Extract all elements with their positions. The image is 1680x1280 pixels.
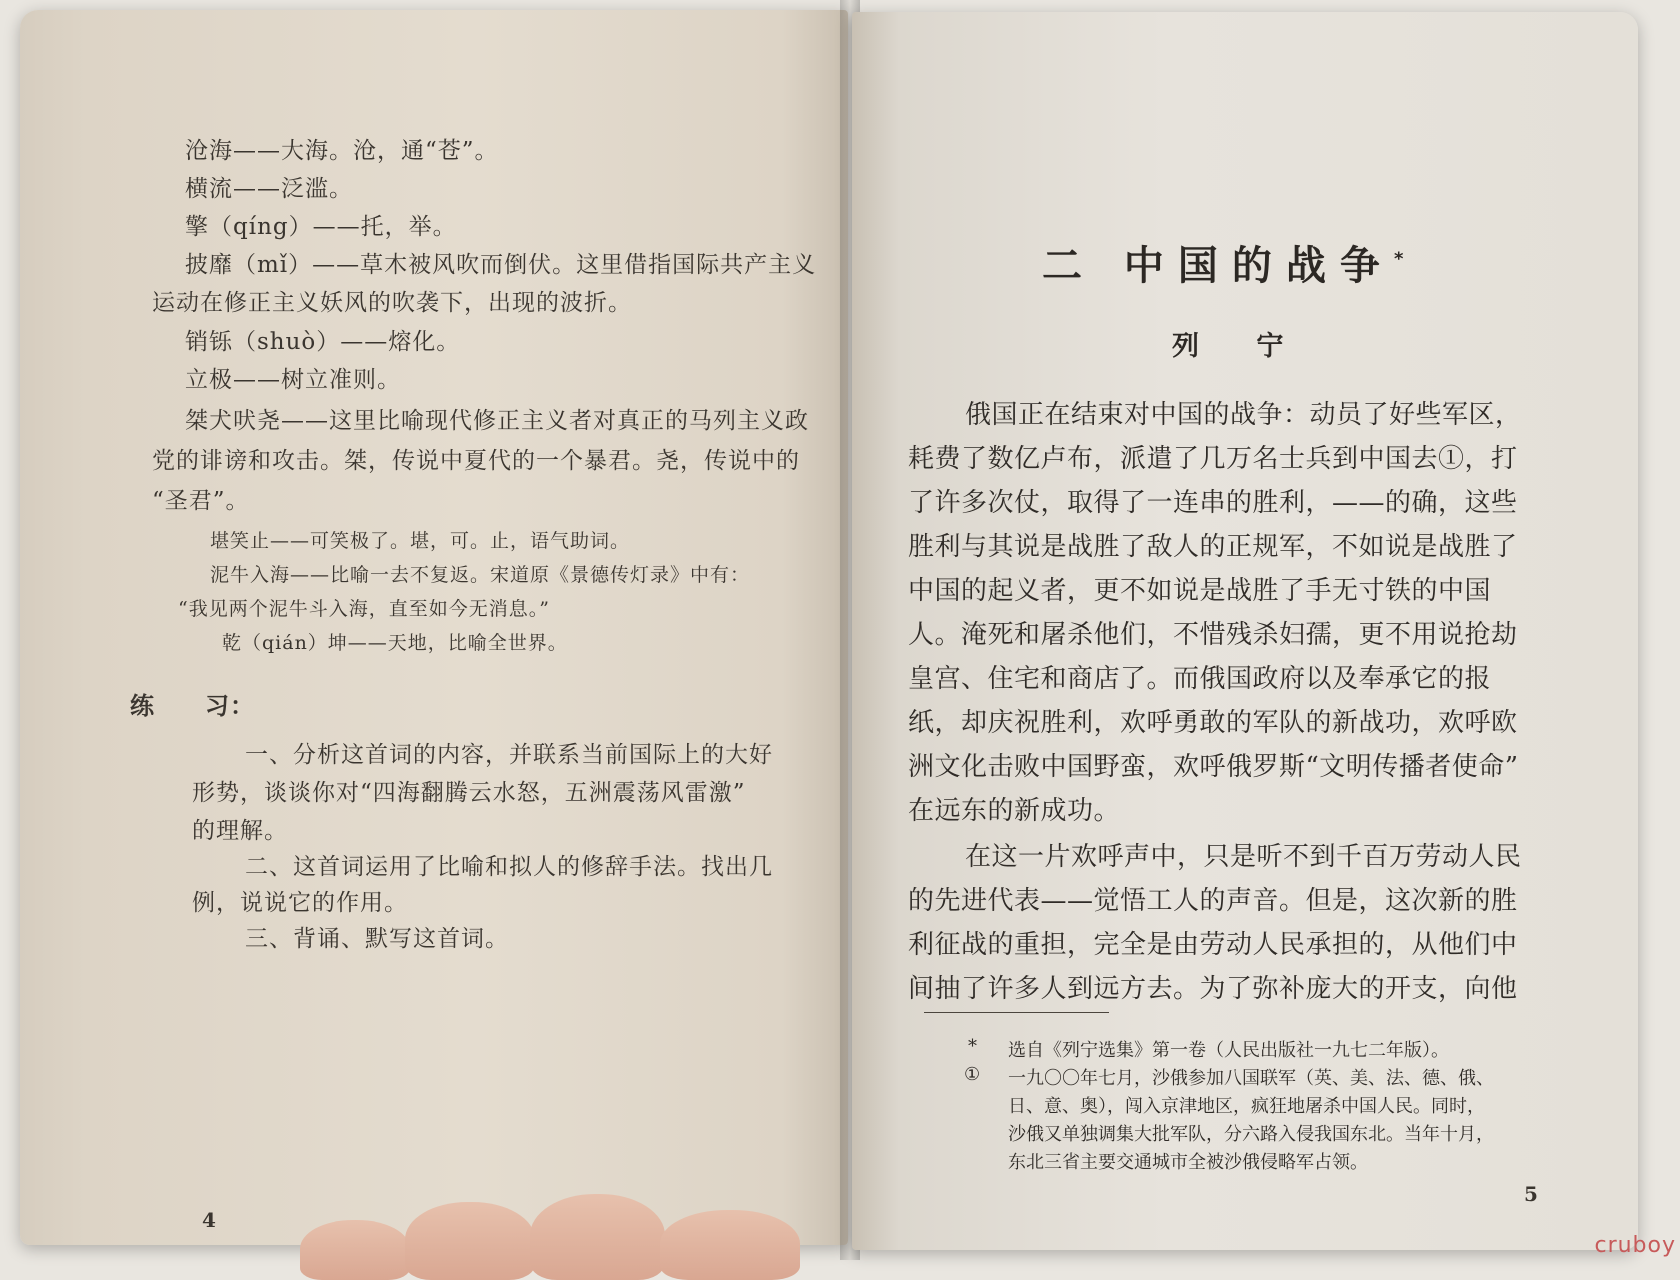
- chapter-title-text: 二 中国的战争: [1042, 243, 1394, 289]
- page-number-left: 4: [202, 1208, 216, 1232]
- title-footnote-mark: *: [1393, 248, 1404, 270]
- body-line: 间抽了许多人到远方去。为了弥补庞大的开支，向他: [908, 974, 1518, 1004]
- footnote-line: 一九〇〇年七月，沙俄参加八国联军（英、美、法、德、俄、: [1008, 1068, 1494, 1089]
- footnote-rule: [924, 1012, 1109, 1013]
- footnote-line: 东北三省主要交通城市全被沙俄侵略军占领。: [1008, 1152, 1368, 1173]
- body-line: 的先进代表——觉悟工人的声音。但是，这次新的胜: [908, 886, 1518, 916]
- footnote-mark: *: [968, 1036, 977, 1057]
- watermark: cruboy: [1594, 1233, 1676, 1258]
- footnote-line: 沙俄又单独调集大批军队，分六路入侵我国东北。当年十月，: [1008, 1124, 1494, 1145]
- finger: [530, 1194, 665, 1280]
- glossary-line: 沧海——大海。沧，通“苍”。: [185, 138, 499, 164]
- glossary-line: 擎（qíng）——托，举。: [185, 214, 457, 240]
- glossary-line: 桀犬吠尧——这里比喻现代修正主义者对真正的马列主义政: [185, 408, 809, 434]
- chapter-title: [1042, 234, 1403, 291]
- body-line: 皇宫、住宅和商店了。而俄国政府以及奉承它的报: [908, 664, 1492, 694]
- footnote-line: 日、意、奥），闯入京津地区，疯狂地屠杀中国人民。同时，: [1008, 1096, 1485, 1117]
- body-line: 在这一片欢呼声中，只是听不到千百万劳动人民: [965, 842, 1522, 872]
- glossary-line: 立极——树立准则。: [185, 367, 401, 393]
- author-name: 列 宁: [1172, 331, 1308, 362]
- holding-fingers: [300, 1178, 820, 1260]
- exercise-line: 例，说说它的作用。: [192, 890, 408, 916]
- glossary-line: 横流——泛滥。: [185, 176, 353, 202]
- exercise-line: 一、分析这首词的内容，并联系当前国际上的大好: [245, 742, 773, 768]
- finger: [405, 1202, 535, 1280]
- body-line: 了许多次仗，取得了一连串的胜利，——的确，这些: [908, 488, 1518, 518]
- footnote-line: 选自《列宁选集》第一卷（人民出版社一九七二年版）。: [1008, 1040, 1449, 1061]
- right-page: [852, 12, 1638, 1250]
- exercise-line: 形势，谈谈你对“四海翻腾云水怒，五洲震荡风雷激”: [192, 780, 746, 806]
- body-line: 耗费了数亿卢布，派遣了几万名士兵到中国去①，打: [908, 444, 1518, 474]
- exercise-heading: 练 习：: [130, 691, 255, 720]
- body-line: 俄国正在结束对中国的战争：动员了好些军区，: [965, 400, 1522, 430]
- left-page: [20, 10, 848, 1245]
- exercise-line: 三、背诵、默写这首词。: [245, 926, 509, 952]
- body-line: 胜利与其说是战胜了敌人的正规军，不如说是战胜了: [908, 532, 1518, 562]
- body-line: 人。淹死和屠杀他们，不惜残杀妇孺，更不用说抢劫: [908, 620, 1518, 650]
- glossary-line: 运动在修正主义妖风的吹袭下，出现的波折。: [152, 290, 632, 316]
- exercise-line: 二、这首词运用了比喻和拟人的修辞手法。找出几: [245, 854, 773, 880]
- glossary-line: 销铄（shuò）——熔化。: [185, 329, 461, 355]
- exercise-line: 的理解。: [192, 818, 288, 844]
- finger: [300, 1220, 410, 1280]
- body-line: 洲文化击败中国野蛮，欢呼俄罗斯“文明传播者使命”: [908, 752, 1519, 782]
- glossary-line: “圣君”。: [152, 488, 250, 514]
- body-line: 利征战的重担，完全是由劳动人民承担的，从他们中: [908, 930, 1518, 960]
- glossary-line: “我见两个泥牛斗入海，直至如今无消息。”: [178, 598, 550, 620]
- body-line: 在远东的新成功。: [908, 796, 1121, 826]
- body-line: 纸，却庆祝胜利，欢呼勇敢的军队的新战功，欢呼欧: [908, 708, 1518, 738]
- body-line: 中国的起义者，更不如说是战胜了手无寸铁的中国: [908, 576, 1492, 606]
- glossary-line: 党的诽谤和攻击。桀，传说中夏代的一个暴君。尧，传说中的: [152, 448, 800, 474]
- glossary-line: 乾（qián）坤——天地，比喻全世界。: [222, 632, 568, 654]
- footnote-mark: ①: [964, 1064, 981, 1085]
- finger: [660, 1210, 800, 1280]
- glossary-line: 泥牛入海——比喻一去不复返。宋道原《景德传灯录》中有：: [210, 564, 751, 586]
- glossary-line: 堪笑止——可笑极了。堪，可。止，语气助词。: [210, 530, 631, 552]
- glossary-line: 披靡（mǐ）——草木被风吹而倒伏。这里借指国际共产主义: [185, 252, 817, 278]
- page-number-right: 5: [1524, 1182, 1538, 1206]
